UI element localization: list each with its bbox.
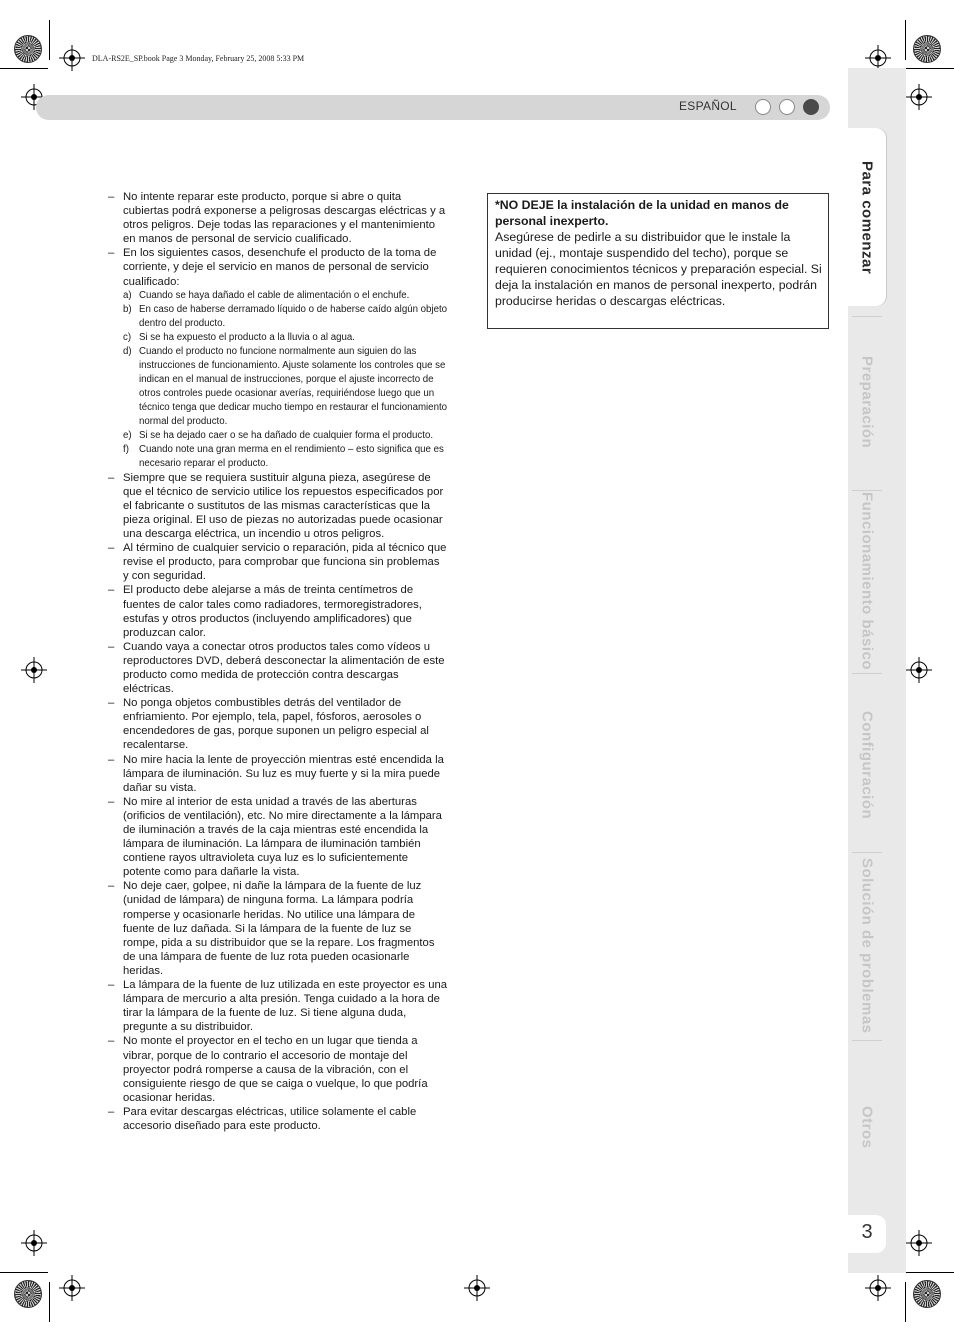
item-text: La lámpara de la fuente de luz utilizada en este proyector es una lámpara de mercurio a alta presión. Tenga cuidado a la hora de tirar la lámpara de la fuente de luz. Si tiene alguna duda, pregunte a su distribuidor. [123, 979, 448, 1034]
item-text: No ponga objetos combustibles detrás del ventilador de enfriamiento. Por ejemplo, tela, papel, fósforos, aerosoles o encendedores de gas, porque suponen un peligro especial al recalentarse. [123, 697, 429, 752]
sub-item-label: c) [123, 331, 132, 343]
tab-label: Otros [858, 1106, 876, 1149]
item-text: No deje caer, golpee, ni dañe la lámpara de la fuente de luz (unidad de lámpara) de ninguna forma. La lámpara podría romperse y ocasionarle heridas. No utilice una lámpara de fuente de luz dañada. Si la lámpara de la fuente de luz se rompe, pida a su distribuidor que se la repare. Los fragmentos de una lámpara de fuente de luz rota pueden ocasionarle heridas. [123, 880, 435, 977]
section-dot-active-icon [803, 99, 819, 115]
registration-mark-icon [906, 1230, 932, 1256]
list-item [108, 1034, 448, 1104]
language-label: ESPAÑOL [679, 99, 737, 113]
list-item [108, 583, 448, 639]
crop-mark [906, 68, 954, 69]
registration-mark-icon [21, 657, 47, 683]
item-text: El producto debe alejarse a más de treinta centímetros de fuentes de calor tales como radiadores, termoregistradores, estufas y otros productos (incluyendo amplificadores) que produzcan calor. [123, 584, 422, 639]
tab-divider [852, 1040, 882, 1041]
tab-solucion-de-problemas[interactable] [848, 858, 886, 1033]
tab-otros[interactable] [848, 1070, 886, 1185]
tab-funcionamiento-basico[interactable] [848, 491, 886, 671]
list-item [108, 1105, 448, 1133]
color-rosette-icon [14, 1280, 42, 1308]
color-rosette-icon [913, 35, 941, 63]
sub-list [123, 289, 448, 471]
tab-label: Funcionamiento básico [858, 491, 876, 671]
registration-mark-icon [59, 1275, 85, 1301]
item-text: Cuando vaya a conectar otros productos tales como vídeos u reproductores DVD, deberá desconectar la alimentación de este producto como medida de protección contra descargas eléctricas. [123, 640, 445, 696]
item-text: En los siguientes casos, desenchufe el producto de la toma de corriente, y deje el servicio en manos de personal de servicio cualificado: [123, 247, 437, 288]
tab-preparacion[interactable] [848, 330, 886, 475]
sub-item-text: Si se ha dejado caer o se ha dañado de cualquier forma el producto. [139, 429, 434, 441]
color-rosette-icon [14, 35, 42, 63]
registration-mark-icon [21, 1230, 47, 1256]
list-item [108, 246, 448, 470]
tab-label: Preparación [858, 356, 876, 449]
sub-list-item [123, 331, 448, 345]
list-item [108, 541, 448, 583]
item-text: No monte el proyector en el techo en un lugar que tienda a vibrar, porque de lo contrario el accesorio de montaje del proyector podrá romperse a causa de la vibración, con el consiguiente riesgo de que se caiga o vuelque, lo que podría ocasionar heridas. [123, 1035, 428, 1104]
page-number: 3 [861, 1221, 873, 1243]
tab-label: Solución de problemas [858, 857, 876, 1034]
tab-label: Configuración [858, 710, 876, 820]
sub-item-text: Cuando se haya dañado el cable de alimentación o el enchufe. [139, 289, 410, 301]
list-item [108, 879, 448, 978]
sub-item-label: b) [123, 303, 132, 315]
crop-mark [906, 1272, 954, 1273]
registration-mark-icon [906, 84, 932, 110]
crop-mark [0, 68, 48, 69]
list-item [108, 753, 448, 795]
print-file-info: DLA-RS2E_SP.book Page 3 Monday, February 25, 2008 5:33 PM [92, 54, 305, 63]
registration-mark-icon [464, 1275, 490, 1301]
sub-item-text: En caso de haberse derramado líquido o de haberse caído algún objeto dentro del producto. [139, 303, 448, 329]
list-item [108, 471, 448, 541]
item-text: Al término de cualquier servicio o reparación, pida al técnico que revise el producto, para comprobar que funciona sin problemas y con seguridad. [123, 542, 447, 583]
sub-list-item [123, 289, 448, 303]
crop-mark [49, 20, 50, 60]
warning-heading: *NO DEJE la instalación de la unidad en manos de personal inexperto. [495, 198, 789, 228]
crop-mark [0, 1272, 48, 1273]
section-dot-icon [779, 99, 795, 115]
tab-label: Para comenzar [858, 160, 876, 275]
color-rosette-icon [913, 1280, 941, 1308]
item-text: No intente reparar este producto, porque si abre o quita cubiertas podrá exponerse a peligrosas descargas eléctricas y a otros peligros. Deje todas las reparaciones y el mantenimiento en manos de personal de servicio cualificado. [123, 191, 446, 246]
registration-mark-icon [906, 657, 932, 683]
item-text: Para evitar descargas eléctricas, utilice solamente el cable accesorio diseñado para este producto. [123, 1105, 417, 1132]
item-text: Siempre que se requiera sustituir alguna pieza, asegúrese de que el técnico de servicio utilice los repuestos especificados por el fabricante o sustitutos de las mismas características que la pieza original. El uso de piezas no autorizadas puede ocasionar una descarga eléctrica, un incendio u otros peligros. [123, 471, 444, 541]
item-text: No mire al interior de esta unidad a través de las aberturas (orificios de ventilación), etc. No mire directamente a la lámpara de iluminación a través de la caja mientras esté encendida la lámpara de iluminación. La lámpara de iluminación también contiene rayos ultravioleta cuya luz es lo suficientemente potente como para dañarle la vista. [123, 795, 442, 879]
section-dot-icon [755, 99, 771, 115]
tab-configuracion[interactable] [848, 690, 886, 840]
list-item [108, 795, 448, 880]
sub-item-text: Cuando note una gran merma en el rendimiento – esto significa que es necesario reparar el producto. [139, 443, 444, 469]
list-item [108, 978, 448, 1034]
safety-list [108, 190, 448, 1133]
sub-item-text: Cuando el producto no funcione normalmente aun siguien do las instrucciones de funcionamiento. Ajuste solamente los controles que se indican en el manual de instrucciones, porque el ajuste incorrecto de otros controles puede ocasionar averías, requiriéndose luego que un técnico tenga que dedicar mucho tiempo en restaurar el funcionamiento normal del producto. [139, 345, 448, 427]
crop-mark [905, 1282, 906, 1322]
crop-mark [905, 20, 906, 60]
sub-list-item [123, 443, 448, 471]
installation-warning-box [487, 193, 829, 329]
registration-mark-icon [865, 1275, 891, 1301]
sub-item-label: f) [123, 443, 129, 455]
sub-list-item [123, 429, 448, 443]
list-item [108, 696, 448, 752]
sub-item-label: a) [123, 289, 132, 301]
sub-list-item [123, 303, 448, 331]
tab-divider [852, 316, 882, 317]
tab-divider [852, 852, 882, 853]
list-item [108, 640, 448, 696]
warning-body: Asegúrese de pedirle a su distribuidor que le instale la unidad (ej., montaje suspendido del techo), porque se requieren conocimientos técnicos y preparación especial. Si deja la instalación en manos de personal inexperto, podrán producirse heridas o descargas eléctricas. [495, 230, 822, 308]
tab-divider [852, 490, 882, 491]
tab-divider [852, 673, 882, 674]
list-item [108, 190, 448, 246]
sub-item-label: e) [123, 429, 132, 441]
crop-mark [49, 1282, 50, 1322]
sub-item-text: Si se ha expuesto el producto a la lluvia o al agua. [139, 331, 355, 343]
registration-mark-icon [59, 45, 85, 71]
sub-list-item [123, 345, 448, 429]
tab-para-comenzar[interactable] [848, 140, 886, 295]
item-text: No mire hacia la lente de proyección mientras esté encendida la lámpara de iluminación. Su luz es muy fuerte y si la mira puede dañar su vista. [123, 753, 444, 794]
sub-item-label: d) [123, 345, 132, 357]
